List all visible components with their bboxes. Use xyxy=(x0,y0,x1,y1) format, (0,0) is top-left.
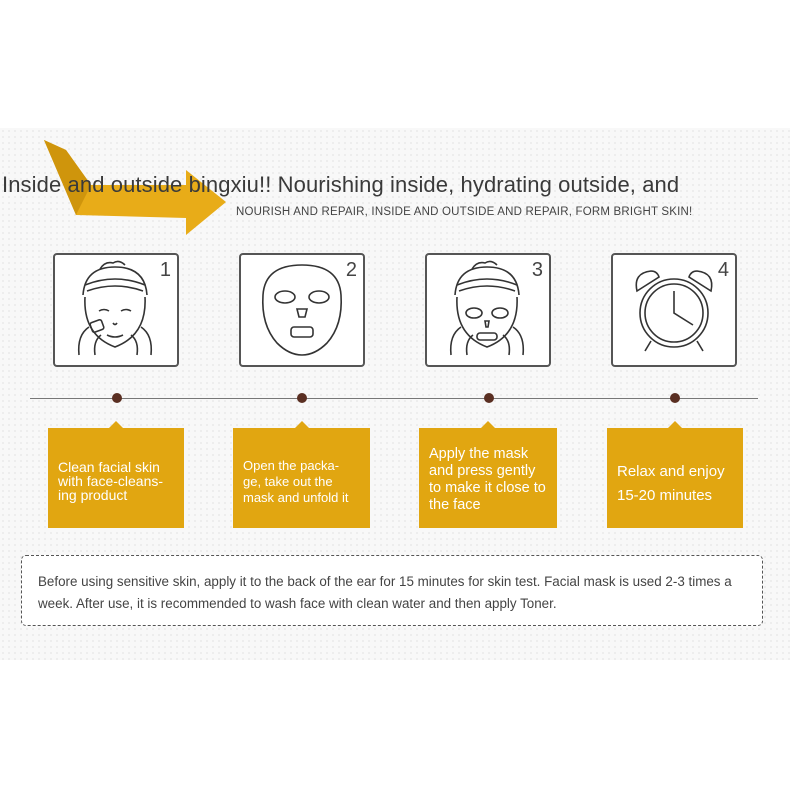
step-1-text: Clean facial skin with face-cleans- ing product xyxy=(58,459,164,503)
usage-note xyxy=(21,555,763,626)
face-cleansing-icon xyxy=(55,255,177,365)
timeline-dot-2 xyxy=(297,393,307,403)
step-4-card xyxy=(607,428,743,528)
step-4-number: 4 xyxy=(717,259,729,281)
usage-note-text: Before using sensitive skin, apply it to the back of the ear for 15 minutes for skin test. Facial mask is used 2-3 times a week. After use, it is recommended to wash face with clean water and then apply Toner. xyxy=(38,574,732,611)
step-2-card xyxy=(233,428,370,528)
page-subtitle: NOURISH AND REPAIR, INSIDE AND OUTSIDE AND REPAIR, FORM BRIGHT SKIN! xyxy=(236,206,693,218)
step-3-text: Apply the mask and press gently to make it close to the face xyxy=(429,446,546,513)
mask-applied-face-icon xyxy=(427,255,549,365)
alarm-clock-icon xyxy=(613,255,735,365)
page-title: Inside and outside bingxiu!! Nourishing inside, hydrating outside, and xyxy=(2,172,680,197)
step-1-card xyxy=(48,428,184,528)
step-4-text: Relax and enjoy 15-20 minutes xyxy=(617,463,725,504)
step-1-number: 1 xyxy=(159,259,171,281)
step-3-number: 3 xyxy=(531,259,543,281)
timeline-dot-1 xyxy=(112,393,122,403)
step-2-icon-box xyxy=(239,253,365,367)
step-3-icon-box xyxy=(425,253,551,367)
step-2-number: 2 xyxy=(345,259,357,281)
step-3-card xyxy=(419,428,557,528)
timeline-line xyxy=(30,398,758,399)
step-4-icon-box xyxy=(611,253,737,367)
step-1-icon-box xyxy=(53,253,179,367)
step-2-text: Open the packa- ge, take out the mask and unfold it xyxy=(243,458,349,505)
face-mask-icon xyxy=(241,255,363,365)
timeline-dot-3 xyxy=(484,393,494,403)
timeline-dot-4 xyxy=(670,393,680,403)
